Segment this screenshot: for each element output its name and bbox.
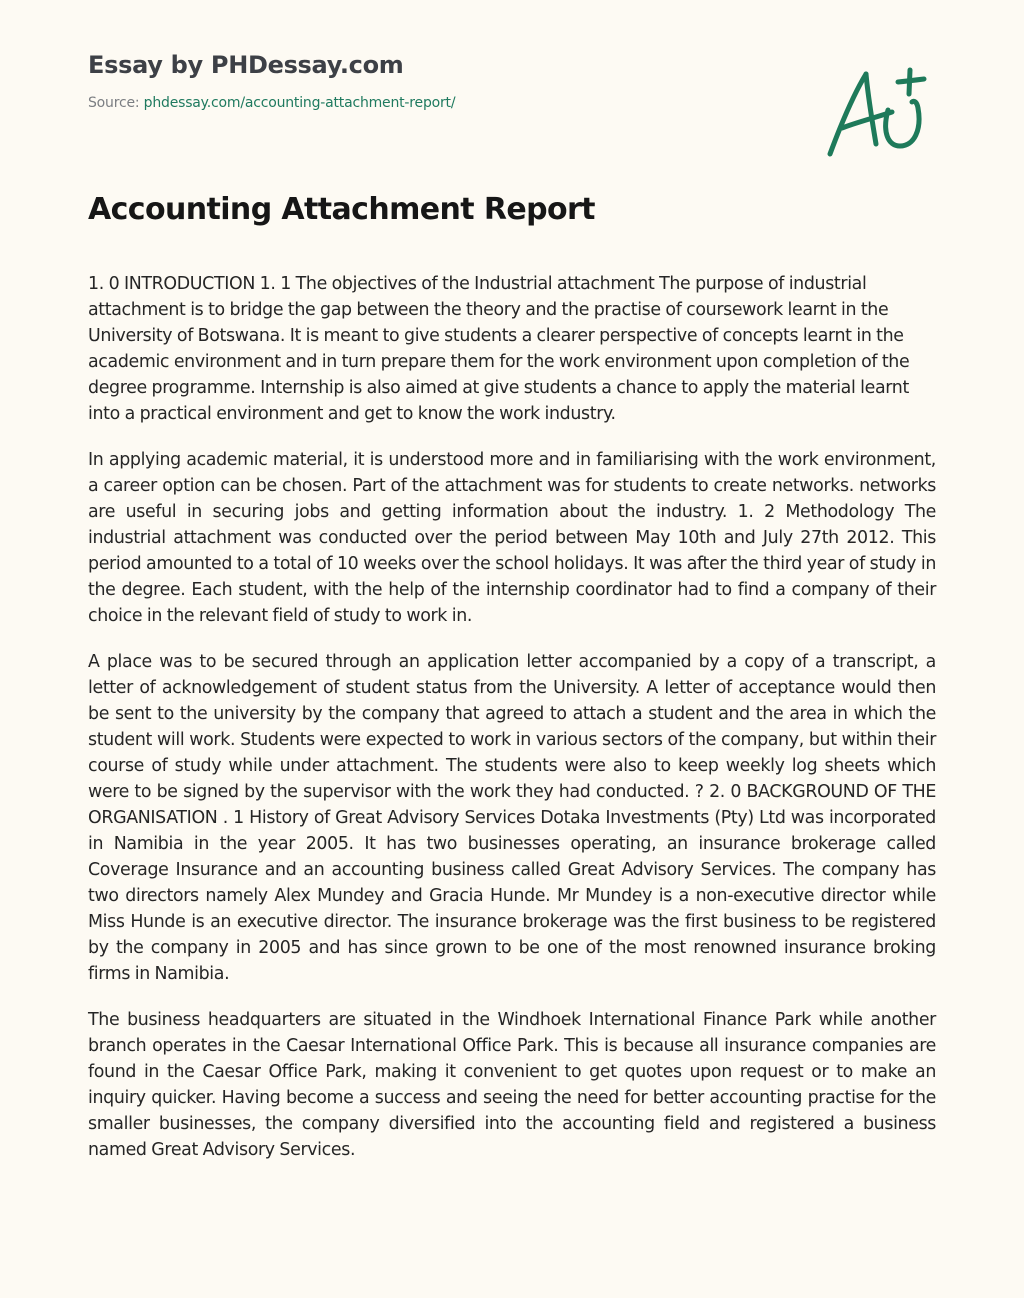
site-header bbox=[88, 48, 788, 112]
paragraph-introduction: 1. 0 INTRODUCTION 1. 1 The objectives of the Industrial attachment The purpose of industrial attachment is to bridge the gap between the theory and the practise of coursework learnt in the University of Botswana. It is meant to give students a clearer perspective of concepts learnt in the academic environment and in turn prepare them for the work environment upon completion of the degree programme. Internship is also aimed at give students a chance to apply the material learnt into a practical environment and get to know the work industry. bbox=[88, 274, 910, 424]
paragraph-headquarters: The business headquarters are situated in the Windhoek International Finance Park while another branch operates in the Caesar International Office Park. This is because all insurance companies are found in the Caesar Office Park, making it convenient to get quotes upon request or to make an inquiry quicker. Having become a success and seeing the need for better accounting practise for the smaller businesses, the company diversified into the accounting field and registered a business named Great Advisory Services. bbox=[88, 1010, 936, 1160]
a-plus-grade-icon bbox=[822, 62, 934, 162]
site-title: Essay by PHDessay.com bbox=[88, 51, 404, 79]
source-line bbox=[88, 94, 788, 112]
paragraph-methodology: In applying academic material, it is understood more and in familiarising with the work environment, a career option can be chosen. Part of the attachment was for students to create networks. networks are useful in securing jobs and getting information about the industry. 1. 2 Methodology The industrial attachment was conducted over the period between May 10th and July 27th 2012. This period amounted to a total of 10 weeks over the school holidays. It was after the third year of study in the degree. Each student, with the help of the internship coordinator had to find a company of their choice in the relevant field of study to work in. bbox=[88, 450, 936, 626]
source-link[interactable]: phdessay.com/accounting-attachment-report/ bbox=[143, 95, 456, 111]
document-title: Accounting Attachment Report bbox=[88, 192, 595, 227]
paragraph-background: A place was to be secured through an application letter accompanied by a copy of a transcript, a letter of acknowledgement of student status from the University. A letter of acceptance would then be sent to the university by the company that agreed to attach a student and the area in which the student will work. Students were expected to work in various sectors of the company, but within their course of study while under attachment. The students were also to keep weekly log sheets which were to be signed by the supervisor with the work they had conducted. ? 2. 0 BACKGROUND OF THE ORGANISATION . 1 History of Great Advisory Services Dotaka Investments (Pty) Ltd was incorporated in Namibia in the year 2005. It has two businesses operating, an insurance brokerage called Coverage Insurance and an accounting business called Great Advisory Services. The company has two directors namely Alex Mundey and Gracia Hunde. Mr Mundey is a non-executive director while Miss Hunde is an executive director. The insurance brokerage was the first business to be registered by the company in 2005 and has since grown to be one of the most renowned insurance broking firms in Namibia. bbox=[88, 652, 936, 984]
essay-body bbox=[88, 271, 936, 1183]
source-label: Source: bbox=[88, 95, 144, 111]
